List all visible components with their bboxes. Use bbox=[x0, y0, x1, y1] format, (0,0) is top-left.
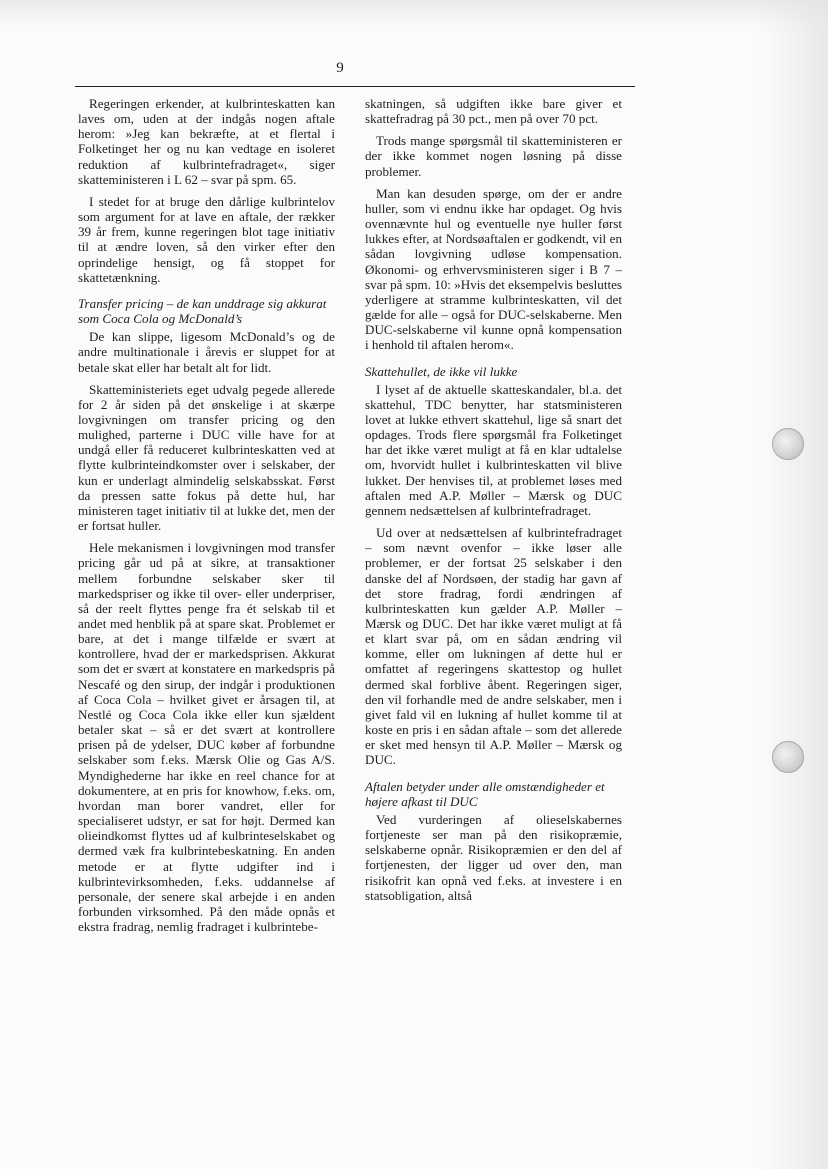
punch-hole bbox=[772, 741, 804, 773]
left-column bbox=[78, 96, 335, 941]
paragraph: Regeringen erkender, at kulbrinteskatten kan laves om, uden at der indgås nogen aftale herom: »Jeg kan bekræfte, at et flertal i Folketinget her og nu kan vedtage en isoleret reduktion af kulbrintefradraget«, siger skatteministeren i L 62 – svar på spm. 65. bbox=[78, 96, 335, 187]
scan-edge-right bbox=[758, 0, 828, 1169]
paragraph: Ved vurderingen af olieselskabernes fortjeneste ser man på den risikopræmie, selskaberne opnår. Risikopræmien er den del af fortjenesten, der ligger ud over den, man risikofrit kan opnå ved f.eks. at investere i en statsobligation, altså bbox=[365, 811, 622, 903]
punch-hole bbox=[772, 428, 804, 460]
right-column bbox=[365, 96, 622, 910]
paragraph: skatningen, så udgiften ikke bare giver et skattefradrag på 30 pct., men på over 70 pct. bbox=[365, 96, 622, 127]
header-rule bbox=[75, 86, 635, 87]
paragraph: I stedet for at bruge den dårlige kulbrintelov som argument for at lave en aftale, der rækker 39 år frem, kunne regeringen blot tage initiativ til at ændre loven, så den virker efter den oprindelige hensigt, og få stoppet for skattetænkning. bbox=[78, 193, 335, 285]
paragraph: Ud over at nedsættelsen af kulbrintefradraget – som nævnt ovenfor – ikke løser alle problemer, er der fortsat 25 selskaber i den danske del af Nordsøen, der stadig har gavn af det store fradrag, fordi ændringen af kulbrinteskatten kun gælder A.P. Møller – Mærsk og DUC. Det har ikke været muligt at få et klart svar på, om en sådan ændring vil komme, eller om lukningen af dette hul er omfattet af regeringens skattestop og hullet dermed skal forblive åbent. Regeringen siger, den vil forhandle med de andre selskaber, men i givet fald vil en lukning af hullet komme til at koste en pris i en sådan aftale – som det allerede er sket med hensyn til A.P. Møller – Mærsk og DUC. bbox=[365, 525, 622, 768]
paragraph: Hele mekanismen i lovgivningen mod transfer pricing går ud på at sikre, at transaktioner mellem forbundne selskaber sker til markedspriser og ikke til over- eller underpriser, så der reelt flyttes penge fra ét selskab til et andet med henblik på at spare skat. Problemet er bare, at det i mange tilfælde er svært at kontrollere, hvad der er markedsprisen. Akkurat som det er svært at konstatere en markedspris på Nescafé og den sirup, der indgår i produktionen af Coca Cola – hvilket givet er årsagen til, at Nestlé og Coca Cola ikke eller kun sjældent betaler skat – så er det svært at kontrollere prisen på de ydelser, DUC køber af forbundne selskaber som f.eks. Mærsk Olie og Gas A/S. Myndighederne har ikke en reel chance for at dokumentere, at en pris for knowhow, f.eks. om, hvordan man borer vandret, eller for specialiseret udstyr, er sat for højt. Dermed kan olieindkomst flyttes ud af kulbrinteselskabet og dermed væk fra kulbrintebeskatning. En anden metode er at flytte udgifter ind i kulbrintevirksomheden, f.eks. uddannelse af personale, der senere skal arbejde i en anden forbunden virksomhed. På den måde opnås et ekstra fradrag, nemlig fradraget i kulbrintebe- bbox=[78, 540, 335, 935]
paragraph: De kan slippe, ligesom McDonald’s og de andre multinationale i årevis er sluppet for at betale skat eller har betalt alt for lidt. bbox=[78, 329, 335, 375]
paragraph: Skatteministeriets eget udvalg pegede allerede for 2 år siden på det ønskelige i at skærpe lovgivningen om transfer pricing og den mulighed, parterne i DUC ville have for at undgå eller få reduceret kulbrinteskatten ved at flytte kulbrinteindkomster over i selskaber, der kun er underlagt almindelig selskabsskat. Først da pressen satte fokus på dette hul, har ministeren taget initiativ til at lukke det, men der er fortsat huller. bbox=[78, 381, 335, 534]
paragraph: Trods mange spørgsmål til skatteministeren er der ikke kommet nogen løsning på disse problemer. bbox=[365, 133, 622, 179]
section-heading: Skattehullet, de ikke vil lukke bbox=[365, 363, 518, 379]
page-number: 9 bbox=[336, 60, 344, 76]
section-heading: Aftalen betyder under alle omstændigheder et højere afkast til DUC bbox=[365, 778, 605, 809]
section-heading: Transfer pricing – de kan unddrage sig akkurat som Coca Cola og McDonald’s bbox=[78, 295, 327, 327]
paragraph: Man kan desuden spørge, om der er andre huller, som vi endnu ikke har opdaget. Og hvis ovennævnte hul og eventuelle nye huller først lukkes efter, at Nordsøaftalen er godkendt, vil en sådan lovgivning udløse kompensation. Økonomi- og erhvervsministeren siger i B 7 – svar på spm. 10: »Hvis det eksempelvis besluttes yderligere at stramme kulbrinteskatten, vil det gælde for alle – også for DUC-selskaberne. Men DUC-selskaberne vil kunne opnå kompensation i henhold til aftalen herom«. bbox=[365, 185, 622, 353]
paragraph: I lyset af de aktuelle skatteskandaler, bl.a. det skattehul, TDC benytter, har statsministeren lovet at lukke ethvert skattehul, lige så snart det opdages. Trods flere spørgsmål fra Folketinget har det ikke været muligt at få en klar udtalelse om, hvorvidt hullet i kulbrinteskatten vil blive lukket. Der henvises til, at problemet løses med aftalen med A.P. Møller – Mærsk og DUC gennem nedsættelsen af kulbrintefradraget. bbox=[365, 381, 622, 518]
scan-edge-top bbox=[0, 0, 828, 28]
